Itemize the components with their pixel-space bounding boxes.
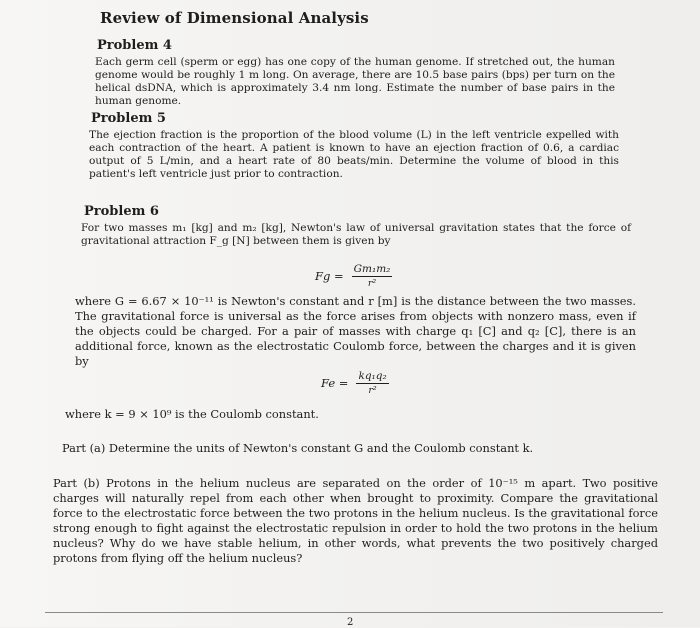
problem-6-intro: For two masses m₁ [kg] and m₂ [kg], Newton's law of universal gravitation states that the force of gravitational attraction F_g [N] between them is given by bbox=[81, 222, 631, 247]
gravitation-equation-lhs: Fg = bbox=[315, 269, 344, 283]
document-title: Review of Dimensional Analysis bbox=[100, 9, 369, 27]
part-b-text: Part (b) Protons in the helium nucleus are separated on the order of 10⁻¹⁵ m apart. Two positive charges will naturally repel from each other when brought to proximity. Compare the gravitational force to the electrostatic force between the two protons in the helium nucleus. Is the gravitational force strong enough to fight against the electrostatic repulsion in order to hold the two protons in the helium nucleus? Why do we have stable helium, in other words, what prevents the two positively charged protons from flying off the helium nucleus? bbox=[53, 476, 658, 565]
problem-5-text: The ejection fraction is the proportion of the blood volume (L) in the left ventricle expelled with each contraction of the heart. A patient is known to have an ejection fraction of 0.6, a cardiac output of 5 L/min, and a heart rate of 80 beats/min. Determine the volume of blood in this patient's left ventricle just prior to contraction. bbox=[89, 129, 619, 180]
part-a-text: Part (a) Determine the units of Newton's constant G and the Coulomb constant k. bbox=[62, 441, 534, 455]
coulomb-constant-text: where k = 9 × 10⁹ is the Coulomb constant. bbox=[65, 407, 319, 421]
problem-5-heading: Problem 5 bbox=[91, 111, 166, 126]
problem-4-text: Each germ cell (sperm or egg) has one copy of the human genome. If stretched out, the human genome would be roughly 1 m long. On average, there are 10.5 base pairs (bps) per turn on the helical dsDNA, which is approximately 3.4 nm long. Estimate the number of base pairs in the human genome. bbox=[95, 56, 615, 107]
footer-divider bbox=[45, 612, 663, 613]
page-number: 2 bbox=[347, 617, 354, 628]
coulomb-denominator: r² bbox=[368, 385, 377, 396]
coulomb-equation bbox=[321, 370, 389, 396]
coulomb-equation-lhs: Fe = bbox=[321, 376, 349, 390]
problem-4-heading: Problem 4 bbox=[97, 38, 172, 53]
gravitation-fraction bbox=[352, 263, 393, 289]
gravitation-numerator: Gm₁m₂ bbox=[353, 263, 391, 275]
gravitation-equation bbox=[315, 263, 392, 289]
problem-6-middle-text: where G = 6.67 × 10⁻¹¹ is Newton's constant and r [m] is the distance between the two masses. The gravitational force is universal as the force arises from objects with nonzero mass, even if the objects could be charged. For a pair of masses with charge q₁ [C] and q₂ [C], there is an additional force, known as the electrostatic Coulomb force, between the charges and it is given by bbox=[75, 294, 636, 368]
coulomb-numerator: kq₁q₂ bbox=[358, 370, 387, 382]
gravitation-denominator: r² bbox=[367, 278, 377, 289]
coulomb-fraction bbox=[356, 370, 388, 396]
problem-6-heading: Problem 6 bbox=[84, 204, 159, 219]
